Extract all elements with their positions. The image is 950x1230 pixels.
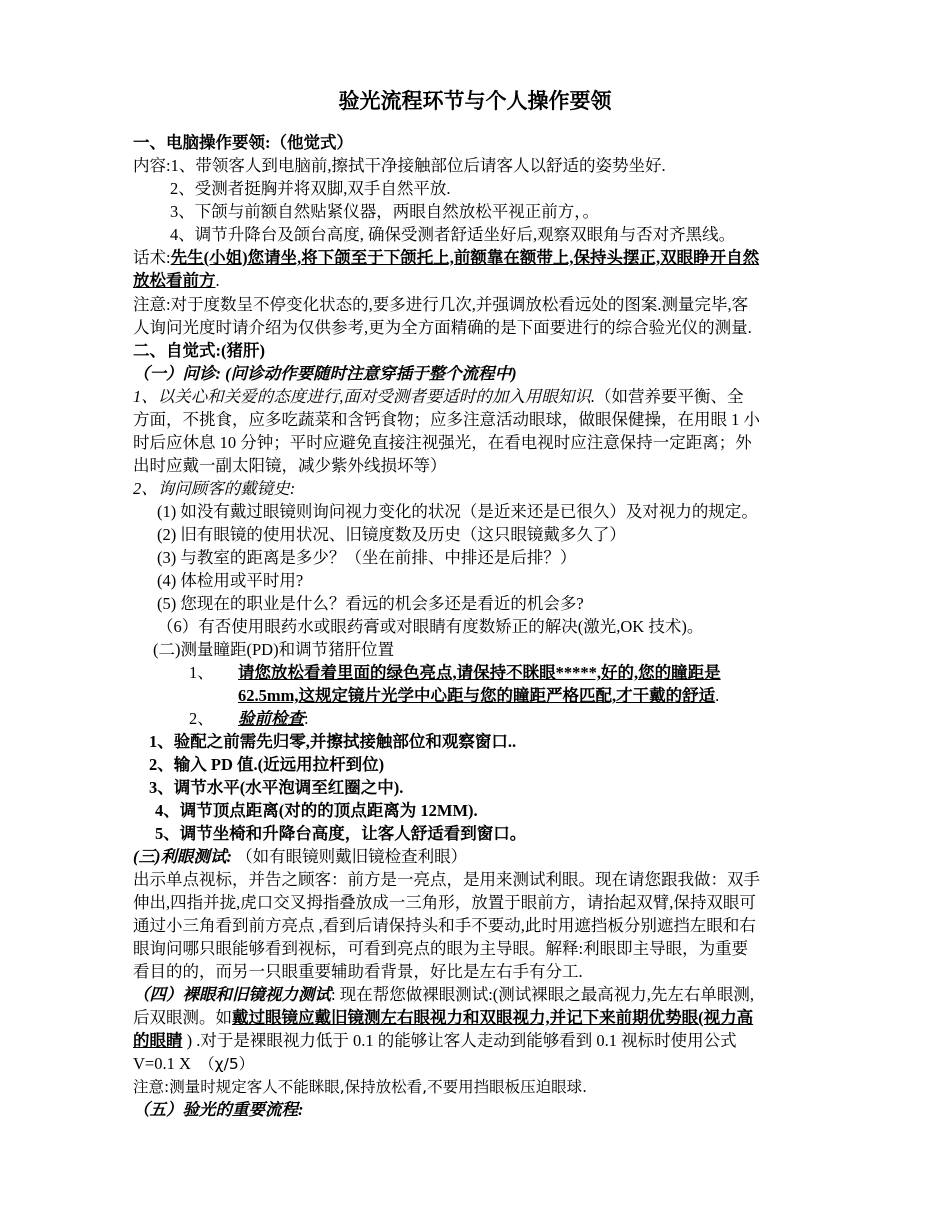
s4-colon: : [331,985,336,1004]
s3-line-3: 通过小三角看到前方亮点 ,看到后请保持头和手不要动,此时用遮挡板分别遮挡左眼和右 [133,916,756,935]
check-step-4: 4、调节顶点距离(对的的顶点距离为 12MM). [155,801,478,820]
s2-p1-line-2: 方面，不挑食，应多吃蔬菜和含钙食物；应多注意活动眼球，做眼保健操，在用眼 1 小 [133,410,760,429]
document-title: 验光流程环节与个人操作要领 [338,89,612,113]
s4-line-3 [133,1030,737,1052]
pd-item-2-number: 2、 [189,709,214,728]
s5-heading: （五）验光的重要流程: [133,1100,304,1119]
s3-note: （如有眼镜则戴旧镜检查利眼） [236,847,468,866]
check-step-2: 2、输入 PD 值.(近远用拉杆到位) [149,755,385,774]
pd-item-1-line-1: 请您放松看着里面的绿色亮点,请保持不眯眼*****,好的,您的瞳距是 [238,663,721,682]
s4-note: 注意:测量时规定客人不能眯眼,保持放松看,不要用挡眼板压迫眼球. [133,1078,588,1096]
s2-p1-line-3: 时后应休息 10 分钟；平时应避免直接注视强光，在看电视时应注意保持一定距离；外 [133,433,752,452]
check-step-3: 3、调节水平(水平泡调至红圈之中). [149,778,404,797]
question-4: (4) 体检用或平时用? [157,571,304,590]
question-5: (5) 您现在的职业是什么？看远的机会多还是看近的机会多? [157,594,584,613]
s1-note-line-1: 注意:对于度数呈不停变化状态的,要多进行几次,并强调放松看远处的图案.测量完毕,客 [133,295,749,314]
formula-line [133,1053,254,1075]
s4-line-2-emphasis: 戴过眼镜应戴旧镜测左右眼视力和双眼视力,并记下来前期优势眼(视力高 [232,1008,754,1027]
s4-line-1 [133,984,754,1006]
question-6: （6）有否使用眼药水或眼药膏或对眼睛有度数矫正的解决(激光,OK 技术)。 [157,617,704,636]
question-2: (2) 旧有眼镜的使用状况、旧镜度数及历史（这只眼镜戴多久了） [157,525,626,544]
pd-item-1-line-2 [238,685,719,707]
formula-text: V=0.1 X [133,1054,191,1073]
s1-line-2: 2、受测者挺胸并将双脚,双手自然平放. [170,179,451,198]
s4-line-3-emphasis: 的眼睛 [133,1031,183,1050]
s1-note-line-2: 人询问光度时请介绍为仅供参考,更为全方面精确的是下面要进行的综合验光仪的测量. [133,318,752,337]
s2-p2: 2、询问顾客的戴镜史: [133,479,296,498]
question-1: (1) 如没有戴过眼镜则询问视力变化的状况（是近来还是已很久）及对视力的规定。 [157,502,758,521]
check-step-5: 5、调节坐椅和升降台高度，让客人舒适看到窗口。 [155,824,527,843]
pd-item-2 [238,708,309,730]
talk-label: 话术: [133,248,171,267]
talk-end: . [215,271,220,290]
pd-item-2-text: 验前检查 [238,709,304,728]
s3-line-1: 出示单点视标，并告之顾客：前方是一亮点，是用来测试利眼。现在请您跟我做：双手 [133,870,760,889]
talk-script: 先生(小姐)您请坐,将下颌至于下颌托上,前额靠在额带上,保持头摆正,双眼睁开自然 [170,248,760,267]
s1-talk-line-2 [133,270,220,292]
question-3: (3) 与教室的距离是多少？（坐在前排、中排还是后排？） [157,548,577,567]
talk-script-cont: 放松看前方 [133,271,216,290]
s2-p1-line-4: 出时应戴一副太阳镜，减少紫外线损坏等） [133,456,447,475]
subsection-1-heading: （一）问诊: (问诊动作要随时注意穿插于整个流程中) [133,364,517,383]
pd-heading: (二)测量瞳距(PD)和调节猪肝位置 [153,640,395,659]
s4-line-3-rest: ) .对于是裸眼视力低于 0.1 的能够让客人走动到能够看到 0.1 视标时使用公式 [186,1031,737,1050]
section-1-heading: 一、电脑操作要领:（他觉式） [133,133,353,152]
section-2-heading: 二、自觉式:(猪肝) [133,341,265,360]
pd-item-1-number: 1、 [189,663,214,682]
s3-line-4: 眼询问哪只眼能够看到视标，可看到亮点的眼为主导眼。解释:利眼即主导眼，为重要 [133,939,749,958]
pd-item-1-script: 62.5mm,这规定镜片光学中心距与您的瞳距严格匹配,才干戴的舒适 [238,686,716,705]
pd-item-2-colon: : [304,709,309,728]
s3-heading-line [133,846,467,868]
s1-line-4: 4、调节升降台及颌台高度, 确保受测者舒适坐好后,观察双眼角与否对齐黑线。 [170,225,736,244]
s1-line-1: 内容:1、带领客人到电脑前,擦拭干净接触部位后请客人以舒适的姿势坐好. [133,156,666,175]
s1-talk-line-1 [133,247,759,269]
s3-heading: (三)利眼测试: [133,847,232,866]
s4-text: 现在帮您做裸眼测试:(测试裸眼之最高视力,先左右单眼测, [339,985,755,1004]
s2-p1-line-1 [133,386,744,408]
s1-line-3: 3、下颌与前额自然贴紧仪器，两眼自然放松平视正前方，。 [170,202,599,221]
check-step-1: 1、验配之前需先归零,并擦拭接触部位和观察窗口.. [149,732,517,751]
s3-line-2: 伸出,四指并拢,虎口交叉拇指叠放成一三角形，放置于眼前方，请抬起双臂,保持双眼可 [133,893,756,912]
formula-paren: （χ/5） [199,1055,255,1073]
s4-heading: （四）裸眼和旧镜视力测试 [133,985,331,1004]
p1-rest: （如营养要平衡、全 [595,387,744,406]
s4-line-2 [133,1007,753,1029]
s3-line-5: 看目的的，而另一只眼重要辅助看背景，好比是左右手有分工. [133,962,583,981]
s4-line-2-start: 后双眼测。如 [133,1008,232,1027]
p1-italic: 1、以关心和关爱的态度进行,面对受测者要适时的加入用眼知识. [133,387,595,406]
pd-item-1-end: . [715,686,720,705]
